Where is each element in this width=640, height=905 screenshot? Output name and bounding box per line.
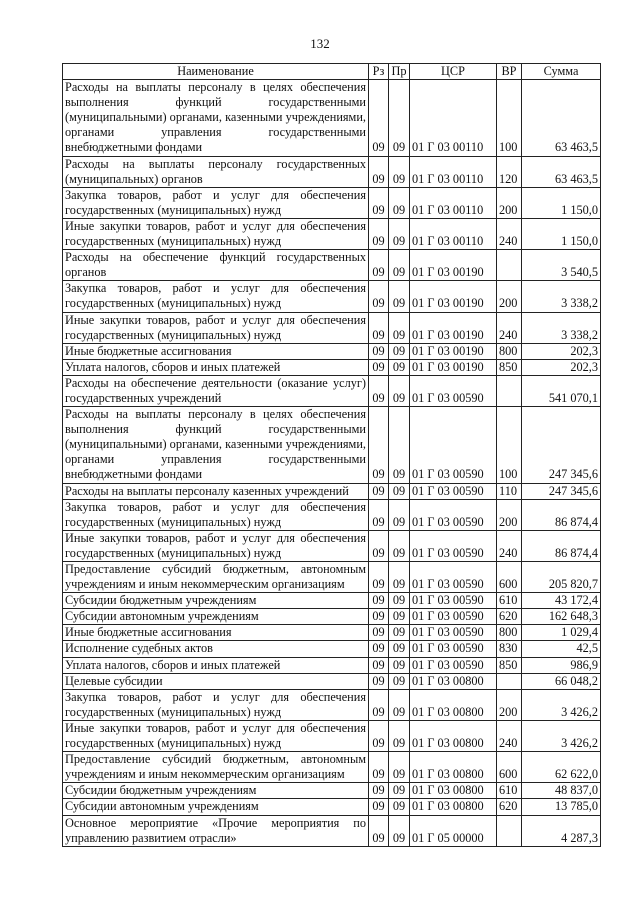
cell-vr: 240 <box>497 720 522 751</box>
cell-rz: 09 <box>369 593 389 609</box>
cell-csr: 01 Г 03 00190 <box>410 359 497 375</box>
cell-sum: 3 426,2 <box>522 720 601 751</box>
cell-sum: 1 150,0 <box>522 218 601 249</box>
page-number: 132 <box>310 36 330 51</box>
cell-csr: 01 Г 03 00190 <box>410 343 497 359</box>
cell-sum: 202,3 <box>522 343 601 359</box>
table-row <box>63 281 601 312</box>
cell-rz: 09 <box>369 609 389 625</box>
cell-sum: 247 345,6 <box>522 407 601 483</box>
cell-sum: 86 874,4 <box>522 499 601 530</box>
cell-rz: 09 <box>369 673 389 689</box>
cell-sum: 1 150,0 <box>522 187 601 218</box>
cell-rz: 09 <box>369 530 389 561</box>
table-row <box>63 562 601 593</box>
cell-pr: 09 <box>389 530 410 561</box>
cell-csr: 01 Г 03 00110 <box>410 187 497 218</box>
cell-name: Расходы на выплаты персоналу казенных учреждений <box>63 483 369 499</box>
cell-csr: 01 Г 03 00800 <box>410 689 497 720</box>
cell-vr: 240 <box>497 530 522 561</box>
table-row <box>63 250 601 281</box>
table-header-row <box>63 64 601 80</box>
cell-vr <box>497 375 522 406</box>
cell-rz: 09 <box>369 483 389 499</box>
cell-csr: 01 Г 03 00590 <box>410 562 497 593</box>
cell-sum: 62 622,0 <box>522 752 601 783</box>
cell-sum: 3 338,2 <box>522 281 601 312</box>
cell-name: Иные закупки товаров, работ и услуг для обеспечения государственных (муниципальных) нужд <box>63 312 369 343</box>
cell-pr: 09 <box>389 609 410 625</box>
table-row <box>63 156 601 187</box>
cell-pr: 09 <box>389 689 410 720</box>
cell-pr: 09 <box>389 593 410 609</box>
cell-vr: 800 <box>497 625 522 641</box>
cell-rz: 09 <box>369 625 389 641</box>
cell-csr: 01 Г 03 00800 <box>410 799 497 815</box>
table-row <box>63 609 601 625</box>
cell-sum: 13 785,0 <box>522 799 601 815</box>
cell-sum: 202,3 <box>522 359 601 375</box>
cell-csr: 01 Г 05 00000 <box>410 815 497 846</box>
cell-rz: 09 <box>369 783 389 799</box>
cell-vr: 200 <box>497 689 522 720</box>
cell-vr: 600 <box>497 562 522 593</box>
cell-vr <box>497 250 522 281</box>
cell-vr: 240 <box>497 218 522 249</box>
cell-csr: 01 Г 03 00590 <box>410 375 497 406</box>
cell-sum: 4 287,3 <box>522 815 601 846</box>
cell-csr: 01 Г 03 00110 <box>410 218 497 249</box>
cell-sum: 66 048,2 <box>522 673 601 689</box>
cell-rz: 09 <box>369 562 389 593</box>
cell-name: Расходы на выплаты персоналу в целях обеспечения выполнения функций государственными (муниципальными) органами, казенными учреждениями, органами управления государственными внебюджетными фондами <box>63 407 369 483</box>
table-row <box>63 641 601 657</box>
cell-name: Закупка товаров, работ и услуг для обеспечения государственных (муниципальных) нужд <box>63 499 369 530</box>
cell-sum: 1 029,4 <box>522 625 601 641</box>
table-row <box>63 80 601 156</box>
cell-rz: 09 <box>369 343 389 359</box>
cell-sum: 541 070,1 <box>522 375 601 406</box>
table-row <box>63 359 601 375</box>
cell-csr: 01 Г 03 00590 <box>410 625 497 641</box>
cell-rz: 09 <box>369 815 389 846</box>
cell-name: Уплата налогов, сборов и иных платежей <box>63 657 369 673</box>
cell-csr: 01 Г 03 00800 <box>410 752 497 783</box>
cell-name: Субсидии автономным учреждениям <box>63 799 369 815</box>
cell-pr: 09 <box>389 783 410 799</box>
cell-csr: 01 Г 03 00800 <box>410 720 497 751</box>
cell-csr: 01 Г 03 00110 <box>410 156 497 187</box>
cell-rz: 09 <box>369 281 389 312</box>
cell-sum: 86 874,4 <box>522 530 601 561</box>
cell-vr: 120 <box>497 156 522 187</box>
cell-csr: 01 Г 03 00590 <box>410 657 497 673</box>
cell-name: Закупка товаров, работ и услуг для обеспечения государственных (муниципальных) нужд <box>63 281 369 312</box>
table-row <box>63 752 601 783</box>
cell-rz: 09 <box>369 156 389 187</box>
cell-csr: 01 Г 03 00590 <box>410 499 497 530</box>
table-row <box>63 783 601 799</box>
cell-pr: 09 <box>389 407 410 483</box>
cell-vr: 610 <box>497 593 522 609</box>
cell-name: Субсидии бюджетным учреждениям <box>63 783 369 799</box>
cell-pr: 09 <box>389 250 410 281</box>
cell-csr: 01 Г 03 00590 <box>410 483 497 499</box>
cell-sum: 42,5 <box>522 641 601 657</box>
cell-pr: 09 <box>389 499 410 530</box>
cell-sum: 3 426,2 <box>522 689 601 720</box>
table-row <box>63 815 601 846</box>
header-pr: Пр <box>389 64 410 80</box>
cell-pr: 09 <box>389 641 410 657</box>
cell-pr: 09 <box>389 187 410 218</box>
cell-csr: 01 Г 03 00190 <box>410 281 497 312</box>
cell-pr: 09 <box>389 752 410 783</box>
cell-rz: 09 <box>369 407 389 483</box>
cell-rz: 09 <box>369 641 389 657</box>
table-row <box>63 218 601 249</box>
header-rz: Рз <box>369 64 389 80</box>
cell-pr: 09 <box>389 281 410 312</box>
cell-rz: 09 <box>369 720 389 751</box>
header-sum: Сумма <box>522 64 601 80</box>
cell-name: Иные бюджетные ассигнования <box>63 343 369 359</box>
cell-rz: 09 <box>369 499 389 530</box>
cell-pr: 09 <box>389 657 410 673</box>
cell-name: Иные бюджетные ассигнования <box>63 625 369 641</box>
cell-rz: 09 <box>369 752 389 783</box>
cell-name: Закупка товаров, работ и услуг для обеспечения государственных (муниципальных) нужд <box>63 187 369 218</box>
cell-vr: 200 <box>497 281 522 312</box>
cell-vr: 800 <box>497 343 522 359</box>
cell-vr: 100 <box>497 407 522 483</box>
cell-name: Иные закупки товаров, работ и услуг для обеспечения государственных (муниципальных) нужд <box>63 218 369 249</box>
cell-rz: 09 <box>369 657 389 673</box>
cell-sum: 63 463,5 <box>522 80 601 156</box>
cell-rz: 09 <box>369 312 389 343</box>
table-row <box>63 375 601 406</box>
cell-sum: 162 648,3 <box>522 609 601 625</box>
cell-name: Иные закупки товаров, работ и услуг для обеспечения государственных (муниципальных) нужд <box>63 530 369 561</box>
cell-name: Иные закупки товаров, работ и услуг для обеспечения государственных (муниципальных) нужд <box>63 720 369 751</box>
cell-rz: 09 <box>369 80 389 156</box>
cell-pr: 09 <box>389 483 410 499</box>
cell-vr: 620 <box>497 799 522 815</box>
table-row <box>63 720 601 751</box>
header-name: Наименование <box>63 64 369 80</box>
table-row <box>63 499 601 530</box>
table-row <box>63 343 601 359</box>
cell-vr: 850 <box>497 657 522 673</box>
cell-vr: 600 <box>497 752 522 783</box>
cell-vr <box>497 815 522 846</box>
cell-pr: 09 <box>389 562 410 593</box>
cell-vr: 200 <box>497 187 522 218</box>
header-csr: ЦСР <box>410 64 497 80</box>
cell-csr: 01 Г 03 00190 <box>410 312 497 343</box>
cell-vr: 610 <box>497 783 522 799</box>
cell-name: Расходы на обеспечение деятельности (оказание услуг) государственных учреждений <box>63 375 369 406</box>
cell-name: Уплата налогов, сборов и иных платежей <box>63 359 369 375</box>
cell-name: Субсидии автономным учреждениям <box>63 609 369 625</box>
cell-pr: 09 <box>389 720 410 751</box>
cell-csr: 01 Г 03 00110 <box>410 80 497 156</box>
cell-rz: 09 <box>369 799 389 815</box>
cell-pr: 09 <box>389 625 410 641</box>
cell-name: Закупка товаров, работ и услуг для обеспечения государственных (муниципальных) нужд <box>63 689 369 720</box>
cell-sum: 3 338,2 <box>522 312 601 343</box>
cell-vr: 110 <box>497 483 522 499</box>
cell-sum: 986,9 <box>522 657 601 673</box>
cell-pr: 09 <box>389 359 410 375</box>
cell-pr: 09 <box>389 156 410 187</box>
cell-csr: 01 Г 03 00590 <box>410 641 497 657</box>
table-row <box>63 799 601 815</box>
cell-name: Предоставление субсидий бюджетным, автономным учреждениям и иным некоммерческим организациям <box>63 562 369 593</box>
cell-rz: 09 <box>369 218 389 249</box>
cell-name: Основное мероприятие «Прочие мероприятия по управлению развитием отрасли» <box>63 815 369 846</box>
table-row <box>63 187 601 218</box>
budget-table <box>62 63 601 847</box>
cell-name: Целевые субсидии <box>63 673 369 689</box>
cell-csr: 01 Г 03 00590 <box>410 609 497 625</box>
cell-sum: 48 837,0 <box>522 783 601 799</box>
cell-vr: 830 <box>497 641 522 657</box>
table-row <box>63 673 601 689</box>
cell-pr: 09 <box>389 343 410 359</box>
cell-pr: 09 <box>389 815 410 846</box>
cell-csr: 01 Г 03 00800 <box>410 673 497 689</box>
cell-sum: 63 463,5 <box>522 156 601 187</box>
cell-vr: 850 <box>497 359 522 375</box>
cell-csr: 01 Г 03 00590 <box>410 407 497 483</box>
cell-pr: 09 <box>389 799 410 815</box>
cell-name: Расходы на выплаты персоналу государственных (муниципальных) органов <box>63 156 369 187</box>
cell-pr: 09 <box>389 375 410 406</box>
cell-pr: 09 <box>389 312 410 343</box>
cell-csr: 01 Г 03 00190 <box>410 250 497 281</box>
cell-sum: 43 172,4 <box>522 593 601 609</box>
cell-name: Субсидии бюджетным учреждениям <box>63 593 369 609</box>
header-vr: ВР <box>497 64 522 80</box>
cell-name: Предоставление субсидий бюджетным, автономным учреждениям и иным некоммерческим организациям <box>63 752 369 783</box>
cell-vr: 100 <box>497 80 522 156</box>
cell-rz: 09 <box>369 359 389 375</box>
cell-vr <box>497 673 522 689</box>
cell-pr: 09 <box>389 80 410 156</box>
cell-vr: 200 <box>497 499 522 530</box>
cell-rz: 09 <box>369 187 389 218</box>
table-row <box>63 483 601 499</box>
cell-name: Исполнение судебных актов <box>63 641 369 657</box>
cell-sum: 3 540,5 <box>522 250 601 281</box>
table-row <box>63 530 601 561</box>
cell-sum: 247 345,6 <box>522 483 601 499</box>
cell-rz: 09 <box>369 689 389 720</box>
table-row <box>63 689 601 720</box>
cell-pr: 09 <box>389 218 410 249</box>
cell-vr: 240 <box>497 312 522 343</box>
cell-sum: 205 820,7 <box>522 562 601 593</box>
cell-csr: 01 Г 03 00590 <box>410 530 497 561</box>
cell-pr: 09 <box>389 673 410 689</box>
table-row <box>63 407 601 483</box>
cell-name: Расходы на выплаты персоналу в целях обеспечения выполнения функций государственными (муниципальными) органами, казенными учреждениями, органами управления государственными внебюджетными фондами <box>63 80 369 156</box>
cell-rz: 09 <box>369 375 389 406</box>
cell-vr: 620 <box>497 609 522 625</box>
cell-csr: 01 Г 03 00590 <box>410 593 497 609</box>
table-row <box>63 312 601 343</box>
cell-csr: 01 Г 03 00800 <box>410 783 497 799</box>
table-row <box>63 625 601 641</box>
cell-name: Расходы на обеспечение функций государственных органов <box>63 250 369 281</box>
table-row <box>63 657 601 673</box>
table-row <box>63 593 601 609</box>
cell-rz: 09 <box>369 250 389 281</box>
